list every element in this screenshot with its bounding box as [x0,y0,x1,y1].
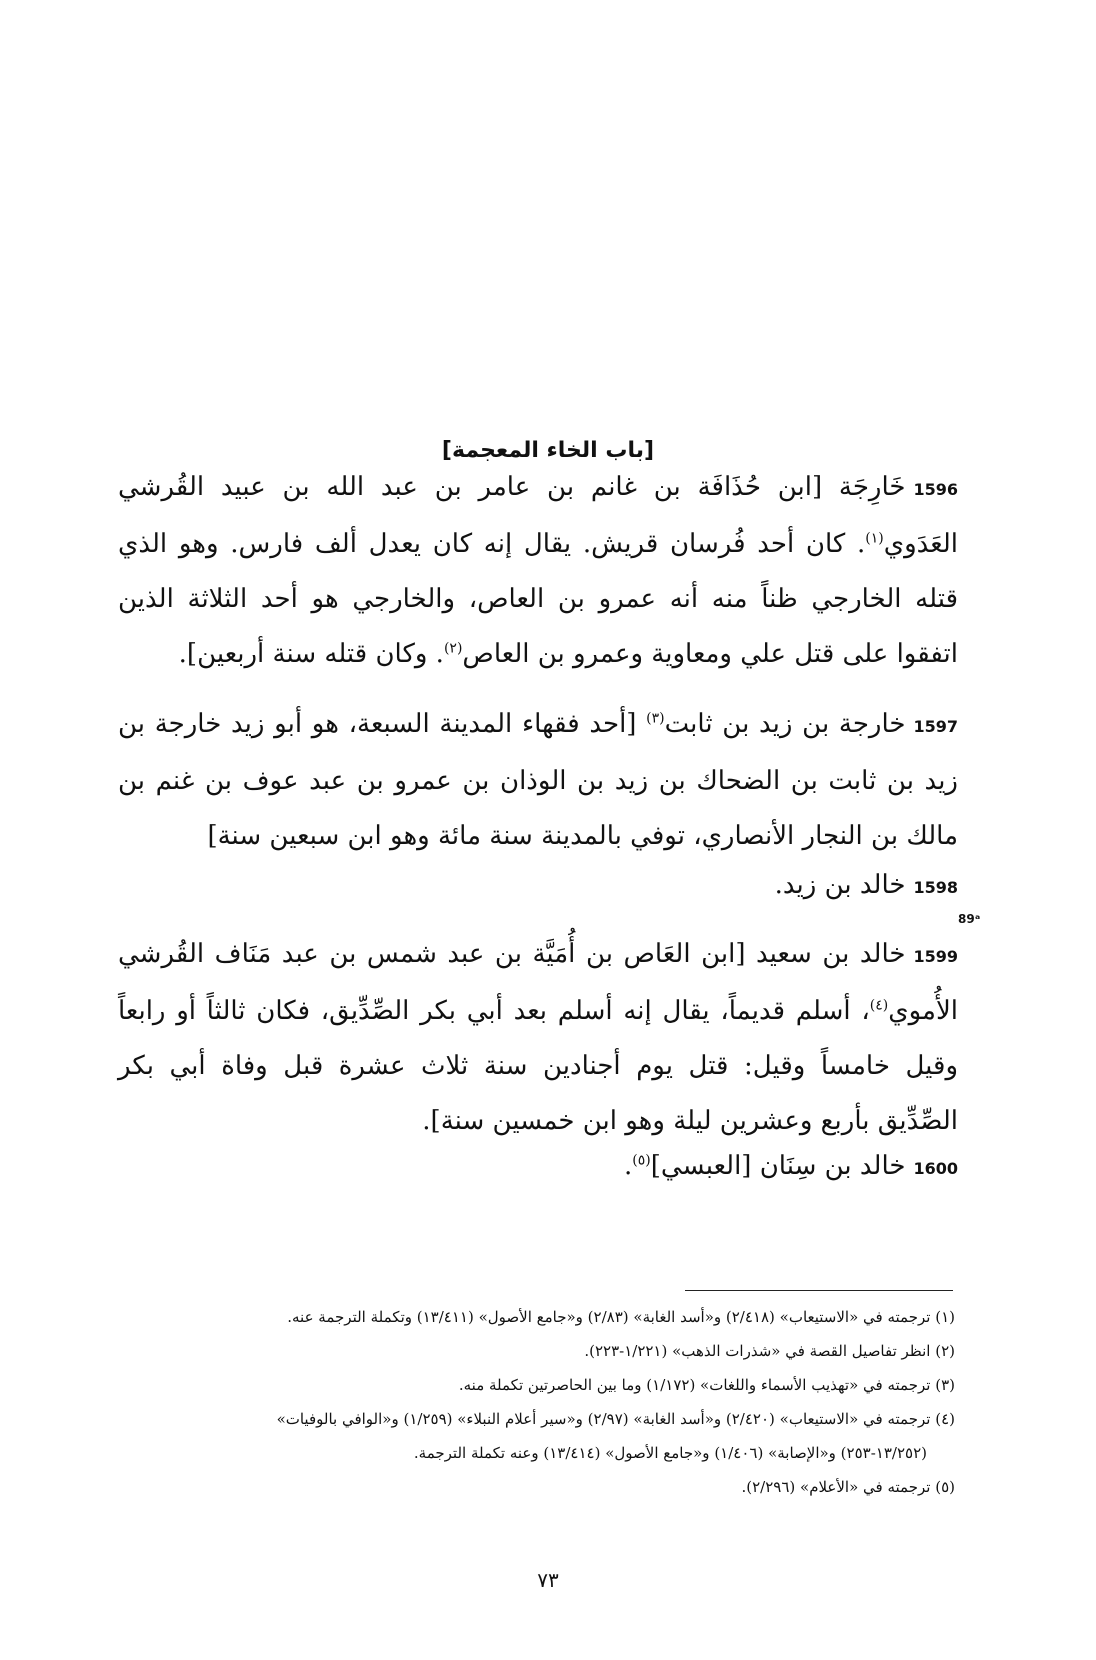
section-title: [باب الخاء المعجمة] [441,438,655,463]
entry-text: . كان أحد فُرسان قريش. يقال إنه كان يعدل ألف فارس. وهو الذي قتله الخارجي ظناً منه أنه عمرو بن العاص، والخارجي هو أحد الثلاثة الذين اتفقوا على قتل علي ومعاوية وعمرو بن العاص [118,529,958,669]
entry-text: خَارِجَة [ابن حُذَافَة بن غانم بن عامر بن عبد الله بن عبيد القُرشي العَدَوي [118,472,958,559]
footnote-ref: (٥) [632,1152,651,1169]
footnote-4: (٤) ترجمته في «الاستيعاب» (٢/٤٢٠) و«أسد الغابة» (٢/٩٧) و«سير أعلام النبلاء» (١/٢٥٩) و«الوافي بالوفيات» [276,1410,955,1428]
entry-number: 1600 [913,1159,958,1178]
footnote-2: (٢) انظر تفاصيل القصة في «شذرات الذهب» (١/٢٢١-٢٢٣). [584,1342,955,1360]
entry-1598 [118,858,958,915]
entry-1596 [118,460,958,682]
entry-text: خالد بن سِنَان [العبسي] [650,1151,906,1181]
entry-number: 1598 [913,878,958,897]
entry-text: [أحد فقهاء المدينة السبعة، هو أبو زيد خارجة بن زيد بن ثابت بن الضحاك بن زيد بن الوذان بن عمرو بن عبد عوف بن غنم بن مالك بن النجار الأنصاري، توفي بالمدينة سنة مائة وهو ابن سبعين سنة] [118,709,958,851]
entry-number: 1597 [913,717,958,736]
entry-text: خالد بن زيد. [774,870,906,900]
page-number: ٧٣ [537,1568,559,1592]
entry-text: ، أسلم قديماً، يقال إنه أسلم بعد أبي بكر الصِّدِّيق، فكان ثالثاً أو رابعاً وقيل خامساً وقيل: قتل يوم أجنادين سنة ثلاث عشرة قبل وفاة أبي بكر الصِّدِّيق بأربع وعشرين ليلة وهو ابن خمسين سنة]. [118,996,958,1136]
footnote-3: (٣) ترجمته في «تهذيب الأسماء واللغات» (١/١٧٢) وما بين الحاصرتين تكملة منه. [458,1376,955,1394]
footnote-ref: (٢) [443,640,463,657]
entry-number: 1596 [913,480,958,499]
entry-text: خارجة بن زيد بن ثابت [664,709,906,739]
manuscript-folio-marker: 89ᵃ [958,912,981,926]
footnote-ref: (٤) [869,997,889,1014]
entry-1599 [118,927,958,1149]
footnote-ref: (٣) [646,710,665,727]
footnote-ref: (١) [865,530,884,547]
footnote-divider [685,1290,953,1291]
entry-1597 [118,697,958,864]
entry-1600 [118,1139,958,1196]
footnote-4-continued: (١٣/٢٥٢-٢٥٣) و«الإصابة» (١/٤٠٦) و«جامع الأصول» (١٣/٤١٤) وعنه تكملة الترجمة. [413,1444,927,1462]
entry-text: خالد بن سعيد [ابن العَاص بن أُمَيَّة بن عبد شمس بن عبد مَنَاف القُرشي الأُموي [118,939,958,1026]
entry-text: . [624,1151,633,1181]
footnote-1: (١) ترجمته في «الاستيعاب» (٢/٤١٨) و«أسد الغابة» (٢/٨٣) و«جامع الأصول» (١٣/٤١١) وتكملة الترجمة عنه. [287,1308,955,1326]
entry-number: 1599 [913,947,958,966]
footnote-5: (٥) ترجمته في «الأعلام» (٢/٢٩٦). [741,1478,955,1496]
footnotes [150,1300,955,1504]
entry-text: . وكان قتله سنة أربعين]. [178,639,444,669]
